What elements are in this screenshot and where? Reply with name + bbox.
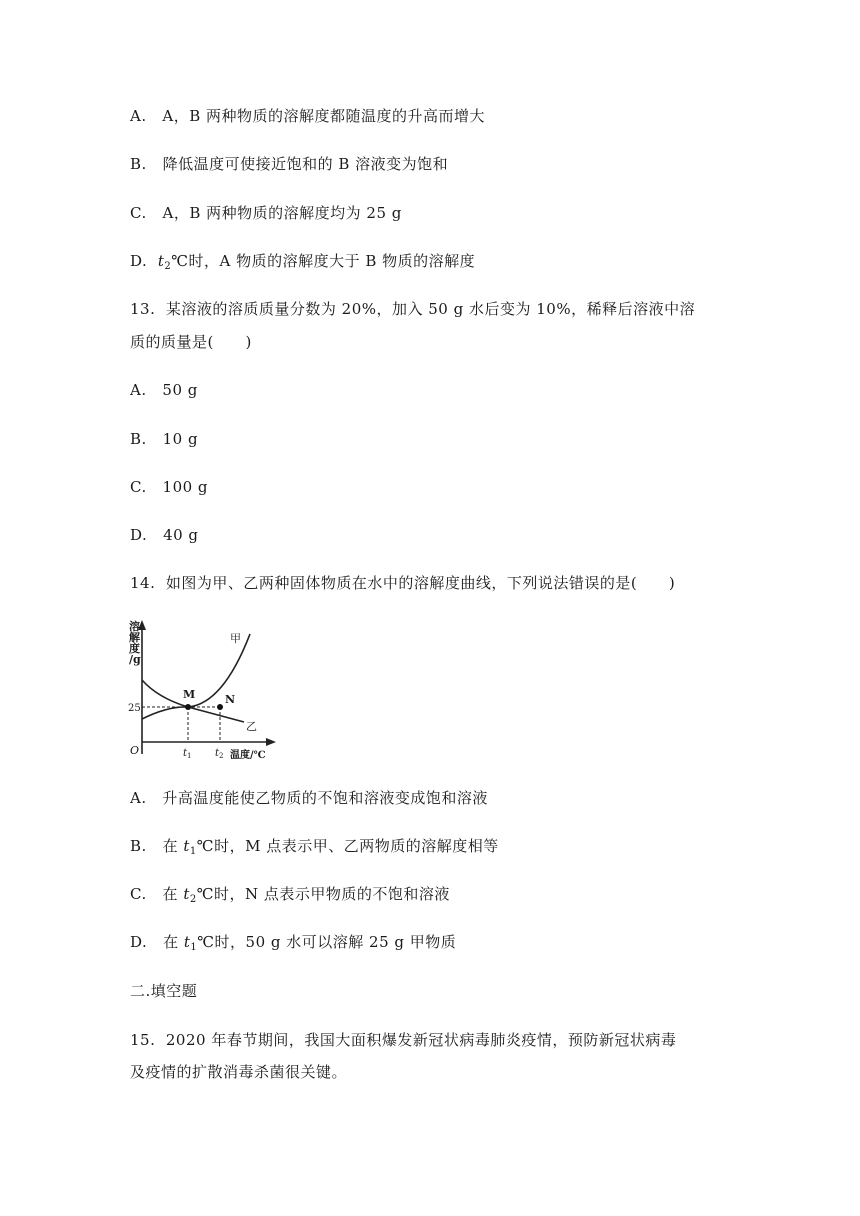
q12-option-a: A. A，B 两种物质的溶解度都随温度的升高而增大: [130, 107, 486, 125]
solubility-curve-figure: [128, 618, 278, 764]
point-m-label: M: [183, 688, 196, 701]
x-axis-label: 温度/℃: [230, 750, 266, 761]
tick-25-label: 25: [128, 703, 141, 714]
q13-stem-line1: 13. 某溶液的溶质质量分数为 20%，加入 50 g 水后变为 10%，稀释后溶液中溶: [130, 300, 696, 318]
q15-stem-line1: 15. 2020 年春节期间，我国大面积爆发新冠状病毒肺炎疫情，预防新冠状病毒: [130, 1031, 677, 1049]
point-m: [185, 704, 191, 710]
x-axis-arrow: [266, 738, 276, 746]
q13-option-d: D. 40 g: [130, 526, 199, 544]
q12-option-b: B. 降低温度可使接近饱和的 B 溶液变为饱和: [130, 155, 449, 173]
curve-yi-label: 乙: [246, 720, 257, 733]
ylabel-char3: 度: [129, 642, 140, 655]
tick-t1-label: $t_1$: [183, 748, 192, 760]
q12-option-c: C. A，B 两种物质的溶解度均为 25 g: [130, 204, 402, 222]
q13-option-a: A. 50 g: [130, 381, 198, 399]
q14-option-d: D. 在 $t_1℃$时，50 g 水可以溶解 25 g 甲物质: [130, 933, 457, 953]
q13-option-c: C. 100 g: [130, 478, 209, 496]
point-n: [217, 704, 223, 710]
point-n-label: N: [225, 693, 236, 706]
section-title: 二.填空题: [130, 982, 198, 1000]
ylabel-char2: 解: [129, 631, 140, 644]
ylabel-char1: 溶: [129, 620, 140, 633]
q14-option-c: C. 在 $t_2℃$时，N 点表示甲物质的不饱和溶液: [130, 885, 450, 905]
origin-label: O: [130, 744, 140, 757]
curve-jia-label: 甲: [230, 632, 241, 645]
q12-option-d: D. $t_2℃$时，A 物质的溶解度大于 B 物质的溶解度: [130, 252, 476, 272]
q14-option-b: B. 在 $t_1℃$时，M 点表示甲、乙两物质的溶解度相等: [130, 837, 499, 857]
curve-jia: [142, 634, 250, 719]
q15-stem-line2: 及疫情的扩散消毒杀菌很关键。: [130, 1063, 348, 1081]
q14-option-a: A. 升高温度能使乙物质的不饱和溶液变成饱和溶液: [130, 789, 488, 807]
tick-t2-label: $t_2$: [215, 748, 224, 760]
q13-option-b: B. 10 g: [130, 430, 199, 448]
q13-stem-line2: 质的质量是( ): [130, 333, 252, 351]
ylabel-char4: /g: [129, 653, 141, 666]
q14-stem: 14. 如图为甲、乙两种固体物质在水中的溶解度曲线，下列说法错误的是( ): [130, 574, 676, 592]
